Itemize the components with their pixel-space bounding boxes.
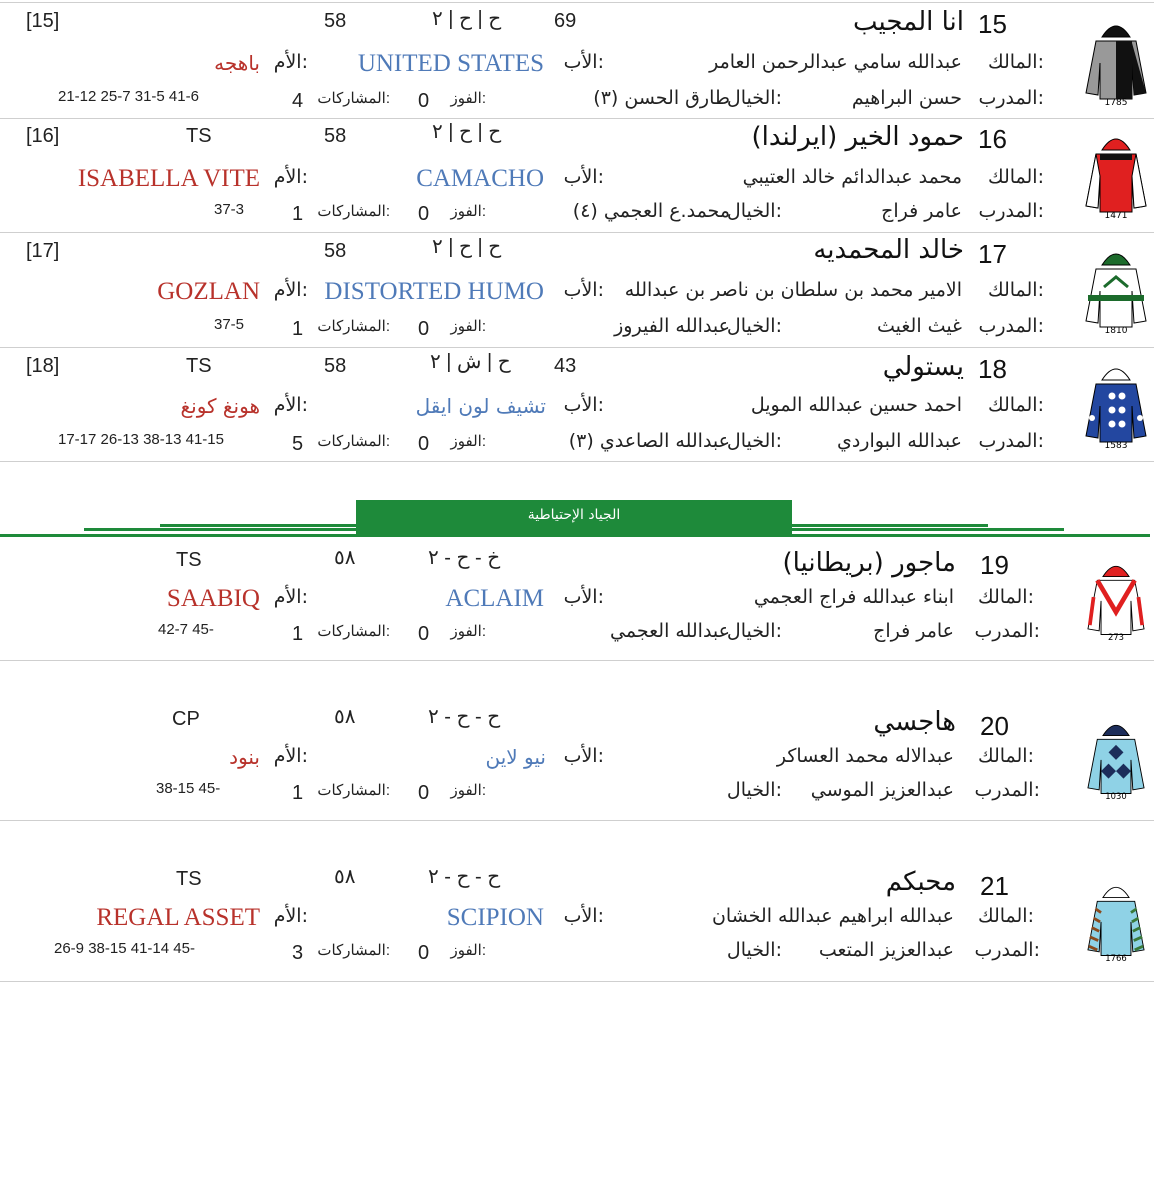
- runs-count: 4: [292, 90, 304, 112]
- horse-name: محبكم: [885, 867, 956, 897]
- weight: ٥٨: [334, 706, 356, 728]
- saddle-number: 21: [980, 871, 1009, 901]
- jockey-label: الخيال:: [726, 87, 782, 109]
- trainer-label: المدرب:: [974, 779, 1040, 801]
- saddle-number: 17: [978, 239, 1007, 269]
- wins-label: الفوز:: [450, 318, 486, 335]
- draw-number: [16]: [26, 125, 60, 147]
- wins-count: 0: [418, 203, 430, 225]
- dam-name[interactable]: ISABELLA VITE: [77, 165, 260, 192]
- weight: 58: [324, 240, 347, 262]
- owner-name: عبدالله ابراهيم عبدالله الخشان: [711, 905, 954, 927]
- recent-form: 37-5: [214, 316, 245, 333]
- runner-entry-20: [0, 661, 1154, 821]
- runner-entry-21: [0, 821, 1154, 982]
- trainer-label: المدرب:: [974, 620, 1040, 642]
- sire-name[interactable]: DISTORTED HUMO: [324, 278, 544, 305]
- dam-label: الأم:: [273, 279, 308, 301]
- wins-label: الفوز:: [450, 782, 486, 799]
- owner-label: المالك:: [987, 51, 1044, 73]
- sire-label: الأب:: [563, 51, 604, 73]
- wins-count: 0: [418, 942, 430, 964]
- svg-text:1030: 1030: [1105, 791, 1127, 801]
- jockey-label: الخيال:: [726, 315, 782, 337]
- dam-name[interactable]: REGAL ASSET: [96, 904, 260, 931]
- jockey-name: عبدالله الفيروز: [614, 315, 730, 337]
- owner-label: المالك:: [977, 905, 1034, 927]
- sire-name[interactable]: تشيف لون ايقل: [415, 394, 546, 418]
- dam-label: الأم:: [273, 905, 308, 927]
- dam-name[interactable]: GOZLAN: [157, 278, 260, 305]
- jockey-label: الخيال:: [726, 779, 782, 801]
- svg-text:1583: 1583: [1104, 441, 1128, 450]
- weight: 58: [324, 355, 347, 377]
- sire-name[interactable]: CAMACHO: [416, 165, 544, 192]
- runner-entry-19: [0, 542, 1154, 661]
- jockey-silk-icon: [1082, 877, 1150, 963]
- wins-count: 0: [418, 782, 430, 804]
- sire-label: الأب:: [563, 586, 604, 608]
- saddle-number: 19: [980, 550, 1009, 580]
- jockey-silk-icon: [1082, 358, 1150, 450]
- race-grade: ح - ح - ٢: [428, 866, 501, 888]
- runner-entry-17: [0, 233, 1154, 348]
- saddle-number: 16: [978, 124, 1007, 154]
- runs-count: 5: [292, 433, 304, 455]
- recent-form: 21-12 25-7 31-5 41-6: [58, 88, 199, 105]
- runner-entry-15: [0, 2, 1154, 119]
- race-grade: ح | ح | ٢: [432, 121, 502, 143]
- runs-count: 3: [292, 942, 304, 964]
- recent-form: 42-7 45-: [158, 621, 214, 638]
- horse-name: خالد المحمديه: [813, 235, 964, 265]
- runs-count: 1: [292, 203, 304, 225]
- owner-label: المالك:: [977, 745, 1034, 767]
- owner-name: محمد عبدالدائم خالد العتيبي: [742, 166, 962, 188]
- wins-count: 0: [418, 623, 430, 645]
- trainer-label: المدرب:: [978, 200, 1044, 222]
- runs-count: 1: [292, 623, 304, 645]
- wins-count: 0: [418, 90, 430, 112]
- runs-label: المشاركات:: [317, 90, 390, 107]
- trainer-label: المدرب:: [978, 315, 1044, 337]
- saddle-number: 20: [980, 711, 1009, 741]
- trainer-name: غيث الغيث: [877, 315, 962, 337]
- owner-name: احمد حسين عبدالله المويل: [750, 394, 962, 416]
- horse-name: حمود الخير (ايرلندا): [751, 122, 964, 152]
- jockey-silk-icon: [1082, 243, 1150, 335]
- trainer-name: عامر فراج: [873, 620, 954, 642]
- jockey-silk-icon: [1082, 715, 1150, 801]
- trainer-name: حسن البراهيم: [851, 87, 962, 109]
- sire-label: الأب:: [563, 279, 604, 301]
- equipment: CP: [172, 708, 200, 730]
- runs-count: 1: [292, 318, 304, 340]
- owner-label: المالك:: [987, 166, 1044, 188]
- jockey-name: طارق الحسن (٣): [593, 87, 730, 109]
- sire-label: الأب:: [563, 166, 604, 188]
- wins-count: 0: [418, 433, 430, 455]
- svg-text:1471: 1471: [1104, 211, 1128, 220]
- runs-label: المشاركات:: [317, 782, 390, 799]
- wins-label: الفوز:: [450, 90, 486, 107]
- wins-label: الفوز:: [450, 433, 486, 450]
- trainer-label: المدرب:: [974, 939, 1040, 961]
- runner-entry-18: [0, 348, 1154, 462]
- jockey-label: الخيال:: [726, 200, 782, 222]
- runs-label: المشاركات:: [317, 203, 390, 220]
- owner-label: المالك:: [987, 394, 1044, 416]
- runs-label: المشاركات:: [317, 623, 390, 640]
- dam-label: الأم:: [273, 745, 308, 767]
- recent-form: 17-17 26-13 38-13 41-15: [58, 431, 224, 448]
- reserve-horses-header: [0, 500, 1154, 540]
- jockey-label: الخيال:: [726, 620, 782, 642]
- weight: 58: [324, 10, 347, 32]
- wins-label: الفوز:: [450, 623, 486, 640]
- jockey-silk-icon: [1082, 556, 1150, 642]
- svg-text:1766: 1766: [1105, 953, 1127, 963]
- draw-number: [17]: [26, 240, 60, 262]
- dam-name[interactable]: باهجه: [214, 51, 260, 75]
- jockey-name: عبدالله العجمي: [610, 620, 730, 642]
- runs-count: 1: [292, 782, 304, 804]
- sire-name[interactable]: ACLAIM: [445, 585, 544, 612]
- trainer-name: عبدالعزيز المتعب: [818, 939, 954, 961]
- horse-name: هاجسي: [873, 707, 956, 737]
- dam-label: الأم:: [273, 51, 308, 73]
- wins-label: الفوز:: [450, 203, 486, 220]
- owner-label: المالك:: [977, 586, 1034, 608]
- dam-label: الأم:: [273, 586, 308, 608]
- draw-number: [15]: [26, 10, 60, 32]
- rating: 43: [554, 355, 577, 377]
- wins-label: الفوز:: [450, 942, 486, 959]
- race-grade: ح | ح | ٢: [432, 8, 502, 30]
- draw-number: [18]: [26, 355, 60, 377]
- jockey-label: الخيال:: [726, 430, 782, 452]
- sire-label: الأب:: [563, 394, 604, 416]
- svg-text:273: 273: [1107, 632, 1125, 642]
- sire-name[interactable]: SCIPION: [446, 904, 544, 931]
- recent-form: 26-9 38-15 41-14 45-: [54, 940, 195, 957]
- jockey-name: محمد.ع العجمي (٤): [572, 200, 730, 222]
- runner-entry-16: [0, 118, 1154, 233]
- equipment: TS: [186, 355, 212, 377]
- equipment: TS: [186, 125, 212, 147]
- weight: ٥٨: [334, 547, 356, 569]
- runs-label: المشاركات:: [317, 318, 390, 335]
- owner-name: ابناء عبدالله فراج العجمي: [753, 586, 954, 608]
- runs-label: المشاركات:: [317, 942, 390, 959]
- dam-name[interactable]: بنود: [229, 745, 260, 769]
- owner-name: الامير محمد بن سلطان بن ناصر بن عبدالله: [624, 279, 962, 301]
- horse-name: يستولي: [882, 352, 964, 382]
- wins-count: 0: [418, 318, 430, 340]
- saddle-number: 18: [978, 354, 1007, 384]
- race-grade: ح | ح | ٢: [432, 236, 502, 258]
- saddle-number: 15: [978, 9, 1007, 39]
- trainer-name: عبدالعزيز الموسي: [810, 779, 954, 801]
- owner-name: عبدالله سامي عبدالرحمن العامر: [709, 51, 962, 73]
- owner-name: عبدالاله محمد العساكر: [776, 745, 954, 767]
- jockey-label: الخيال:: [726, 939, 782, 961]
- svg-text:1785: 1785: [1104, 98, 1128, 107]
- dam-label: الأم:: [273, 166, 308, 188]
- svg-text:1810: 1810: [1104, 326, 1128, 335]
- jockey-name: عبدالله الصاعدي (٣): [568, 430, 730, 452]
- reserve-horses-title: الجياد الإحتياطية: [356, 500, 792, 536]
- race-grade: خ - ح - ٢: [428, 547, 501, 569]
- race-grade: ح | ش | ٢: [430, 351, 511, 373]
- sire-name[interactable]: UNITED STATES: [357, 50, 544, 77]
- trainer-label: المدرب:: [978, 430, 1044, 452]
- runs-label: المشاركات:: [317, 433, 390, 450]
- jockey-silk-icon: [1082, 15, 1150, 107]
- horse-name: ماجور (بريطانيا): [782, 548, 956, 578]
- rating: 69: [554, 10, 577, 32]
- dam-label: الأم:: [273, 394, 308, 416]
- equipment: TS: [176, 868, 202, 890]
- owner-label: المالك:: [987, 279, 1044, 301]
- jockey-silk-icon: [1082, 128, 1150, 220]
- dam-name[interactable]: SAABIQ: [166, 585, 260, 612]
- weight: 58: [324, 125, 347, 147]
- recent-form: 37-3: [214, 201, 245, 218]
- equipment: TS: [176, 549, 202, 571]
- recent-form: 38-15 45-: [156, 780, 221, 797]
- sire-name[interactable]: نيو لاين: [485, 745, 546, 769]
- horse-name: انا المجيب: [853, 7, 964, 37]
- sire-label: الأب:: [563, 905, 604, 927]
- trainer-name: عامر فراج: [881, 200, 962, 222]
- race-grade: ح - ح - ٢: [428, 706, 501, 728]
- dam-name[interactable]: هونغ كونغ: [180, 394, 260, 418]
- sire-label: الأب:: [563, 745, 604, 767]
- trainer-label: المدرب:: [978, 87, 1044, 109]
- weight: ٥٨: [334, 866, 356, 888]
- trainer-name: عبدالله البواردي: [836, 430, 962, 452]
